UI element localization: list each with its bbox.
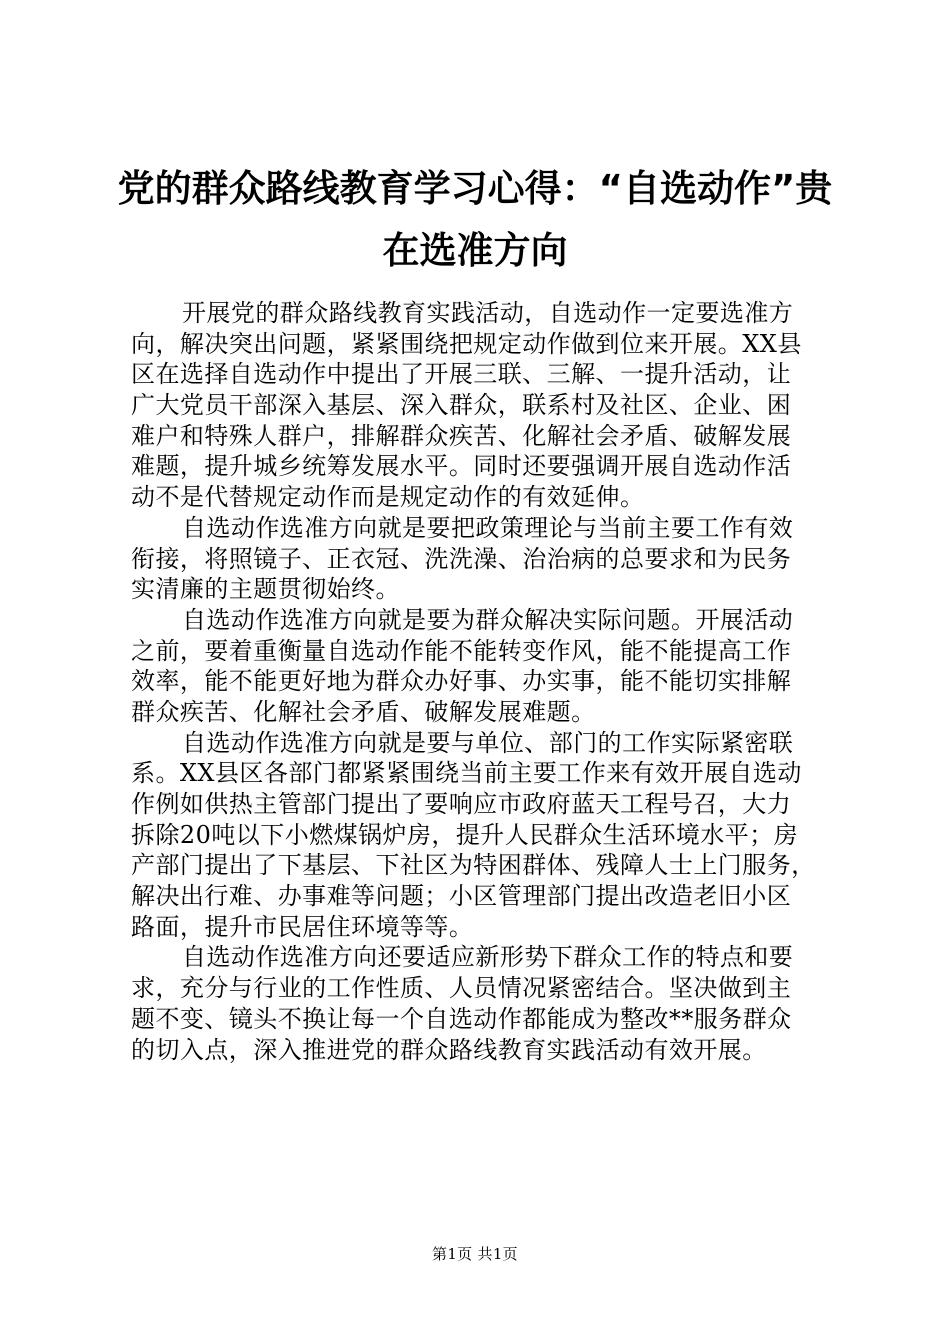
text-line: 广大党员干部深入基层、深入群众，联系村及社区、企业、困 bbox=[131, 391, 792, 420]
paragraph-5 bbox=[131, 942, 831, 1065]
text-line: 开展党的群众路线教育实践活动，自选动作一定要选准方 bbox=[182, 299, 794, 327]
document-body bbox=[131, 298, 831, 1065]
text-line: 产部门提出了下基层、下社区为特困群体、残障人士上门服务， bbox=[131, 851, 816, 880]
text-line: 难题，提升城乡统筹发展水平。同时还要强调开展自选动作活 bbox=[131, 452, 792, 481]
text-line: 自选动作选准方向还要适应新形势下群众工作的特点和要 bbox=[182, 943, 794, 972]
text-line: 向，解决突出问题，紧紧围绕把规定动作做到位来开展。XX县 bbox=[131, 329, 802, 358]
text-line: 难户和特殊人群户，排解群众疾苦、化解社会矛盾、破解发展 bbox=[131, 421, 792, 450]
paragraph-4 bbox=[131, 728, 831, 943]
page-number: 第1页 共1页 bbox=[432, 1245, 518, 1263]
text-line: 自选动作选准方向就是要把政策理论与当前主要工作有效 bbox=[182, 513, 794, 542]
text-line: 区在选择自选动作中提出了开展三联、三解、一提升活动，让 bbox=[131, 360, 792, 389]
title-line-2: 在选准方向 bbox=[382, 229, 568, 272]
paragraph-3 bbox=[131, 605, 831, 728]
document-title bbox=[110, 158, 840, 282]
title-line-1: 党的群众路线教育学习心得：“自选动作”贵 bbox=[117, 167, 833, 210]
text-line: 解决出行难、办事难等问题；小区管理部门提出改造老旧小区 bbox=[131, 882, 792, 911]
text-line: 的切入点，深入推进党的群众路线教育实践活动有效开展。 bbox=[131, 1035, 767, 1064]
text-line: 衔接，将照镜子、正衣冠、洗洗澡、治治病的总要求和为民务 bbox=[131, 544, 792, 573]
text-line: 实清廉的主题贯彻始终。 bbox=[131, 575, 400, 604]
text-line: 作例如供热主管部门提出了要响应市政府蓝天工程号召，大力 bbox=[131, 790, 792, 818]
text-line: 效率，能不能更好地为群众办好事、办实事，能不能切实排解 bbox=[131, 667, 792, 696]
text-line: 拆除20吨以下小燃煤锅炉房，提升人民群众生活环境水平；房 bbox=[131, 820, 799, 849]
text-line: 系。XX县区各部门都紧紧围绕当前主要工作来有效开展自选动 bbox=[131, 759, 802, 788]
paragraph-2 bbox=[131, 513, 831, 605]
text-line: 自选动作选准方向就是要与单位、部门的工作实际紧密联 bbox=[182, 728, 794, 757]
text-line: 题不变、镜头不换让每一个自选动作都能成为整改**服务群众 bbox=[131, 1004, 792, 1033]
text-line: 动不是代替规定动作而是规定动作的有效延伸。 bbox=[131, 483, 645, 512]
text-line: 群众疾苦、化解社会矛盾、破解发展难题。 bbox=[131, 697, 596, 726]
page-footer bbox=[0, 1244, 950, 1264]
text-line: 求，充分与行业的工作性质、人员情况紧密结合。坚决做到主 bbox=[131, 974, 792, 1003]
paragraph-1 bbox=[131, 298, 831, 513]
text-line: 自选动作选准方向就是要为群众解决实际问题。开展活动 bbox=[182, 605, 794, 634]
text-line: 之前，要着重衡量自选动作能不能转变作风，能不能提高工作 bbox=[131, 636, 792, 665]
text-line: 路面，提升市民居住环境等等。 bbox=[131, 912, 474, 941]
